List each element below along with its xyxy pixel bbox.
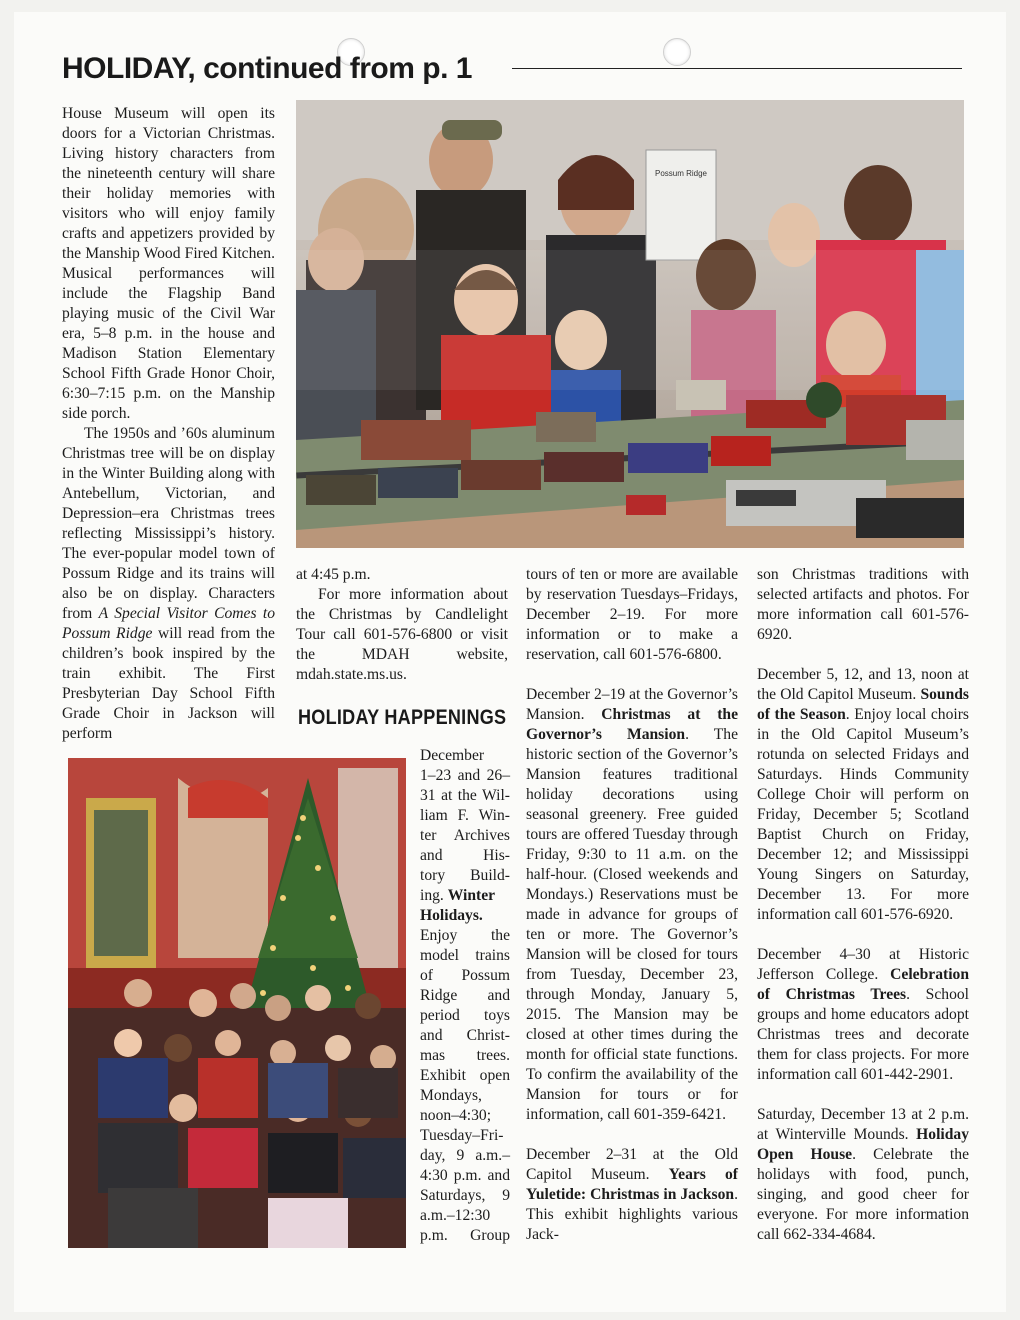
column-3	[526, 565, 738, 1245]
celebration-of-trees-listing: December 4–30 at Historic Jefferson College. Celebration of Christmas Trees. School groups and home educators adopt Christmas trees and decorate them for class projects. For more information call 601-442-2901.	[757, 946, 969, 1083]
winter-holidays-column: December 1–23 and 26– 31 at the Wil- liam F. Win- ter Archives and His- tory Build- ing. Winter Holidays. Enjoy the model trains of Possum Ridge and period toys and Christ- mas trees. Exhibit open Mondays, noon–4:30; Tuesday–Fri- day, 9 a.m.– 4:30 p.m. and Saturdays, 9 a.m.–12:30 p.m. Group	[420, 747, 510, 1244]
col2-paragraph-2: For more information about the Christmas by Candlelight Tour call 601-576-6800 or visit the MDAH website, mdah.state.ms.us.	[296, 586, 508, 683]
newsletter-page	[14, 12, 1006, 1312]
christmas-tree-group-photo	[68, 758, 406, 1248]
governors-mansion-listing: December 2–19 at the Governor’s Mansion. Christmas at the Governor’s Mansion. The historic section of the Governor’s Mansion features traditional holiday decorations using seasonal greenery. Free guided tours are offered Tuesday through Friday, 9:30 to 11 a.m. on the half-hour. (Closed weekends and Mondays.) Reservations must be made in advance for groups of ten or more. The Governor’s Mansion will be closed for tours from Tuesday, December 23, through Monday, January 5, 2015. The Mansion may be closed at other times during the month for official state functions. To confirm the availability of the Mansion for tours or for information, call 601-359-6421.	[526, 686, 738, 1123]
col2-paragraph-1: at 4:45 p.m.	[296, 566, 371, 583]
exhibit-sign-text: Possum Ridge	[654, 169, 708, 178]
col1-paragraph-2: The 1950s and ’60s aluminum Christmas tree will be on display in the Winter Building along with Antebellum, Victorian, and Depression–era Christmas trees reflecting Mississippi’s history. The ever-popular model town of Possum Ridge and its trains will also be on display. Characters from A Special Visitor Comes to Possum Ridge will read from the children’s book inspired by the train exhibit. The First Presbyterian Day School Fifth Grade Choir in Jackson will perform	[62, 425, 275, 742]
column-1	[62, 104, 275, 744]
sounds-of-the-season-title: Sounds of the Season	[757, 686, 969, 723]
years-of-yuletide-title: Years of Yuletide: Christmas in Jackson	[526, 1166, 738, 1203]
winter-holidays-title-2: Holidays.	[420, 907, 483, 924]
page-headline: HOLIDAY, continued from p. 1	[62, 52, 472, 85]
section-heading: HOLIDAY HAPPENINGS	[298, 706, 507, 729]
winter-holidays-title-1: Winter	[447, 887, 496, 904]
governors-mansion-title: Christmas at the Governor’s Mansion	[526, 706, 738, 743]
column-4	[757, 565, 969, 1245]
holiday-open-house-listing: Saturday, December 13 at 2 p.m. at Winterville Mounds. Holiday Open House. Celebrate the holidays with food, punch, singing, and good cheer for everyone. For more information call 662-334-4684.	[757, 1106, 969, 1243]
punch-hole-right	[663, 38, 691, 66]
sounds-of-the-season-listing: December 5, 12, and 13, noon at the Old Capitol Museum. Sounds of the Season. Enjoy local choirs in the Old Capitol Museum’s rotunda on selected Fridays and Saturdays. Hinds Community College Choir will perform on Friday, December 5; Scotland Baptist Church on Friday, December 12; and Mississippi Young Singers on Saturday, December 13. For more information call 601-576-6920.	[757, 666, 969, 923]
column-2	[296, 565, 508, 685]
col3-paragraph-1: tours of ten or more are available by reservation Tuesdays–Fridays, December 2–19. For more information or to make a reservation, call 601-576-6800.	[526, 566, 738, 663]
book-title: A Special Visitor Comes to Possum Ridge	[62, 605, 275, 642]
headline-rule	[512, 68, 962, 69]
years-of-yuletide-listing: December 2–31 at the Old Capitol Museum. Years of Yuletide: Christmas in Jackson. This exhibit highlights various Jack-	[526, 1146, 738, 1243]
col1-paragraph-1: House Museum will open its doors for a Victorian Christmas. Living history characters from the nineteenth century will share their holiday memories with visitors who will enjoy family crafts and appetizers provided by the Manship Wood Fired Kitchen. Musical performances will include the Flagship Band playing music of the Civil War era, 5–8 p.m. in the house and Madison Station Elementary School Fifth Grade Honor Choir, 6:30–7:15 p.m. on the Manship side porch.	[62, 105, 275, 422]
holiday-open-house-title: Holiday Open House	[757, 1126, 969, 1163]
model-train-photo	[296, 100, 964, 548]
celebration-of-trees-title: Celebration of Christmas Trees	[757, 966, 969, 1003]
col4-paragraph-1: son Christmas traditions with selected artifacts and photos. For more information call 601-576-6920.	[757, 566, 969, 643]
